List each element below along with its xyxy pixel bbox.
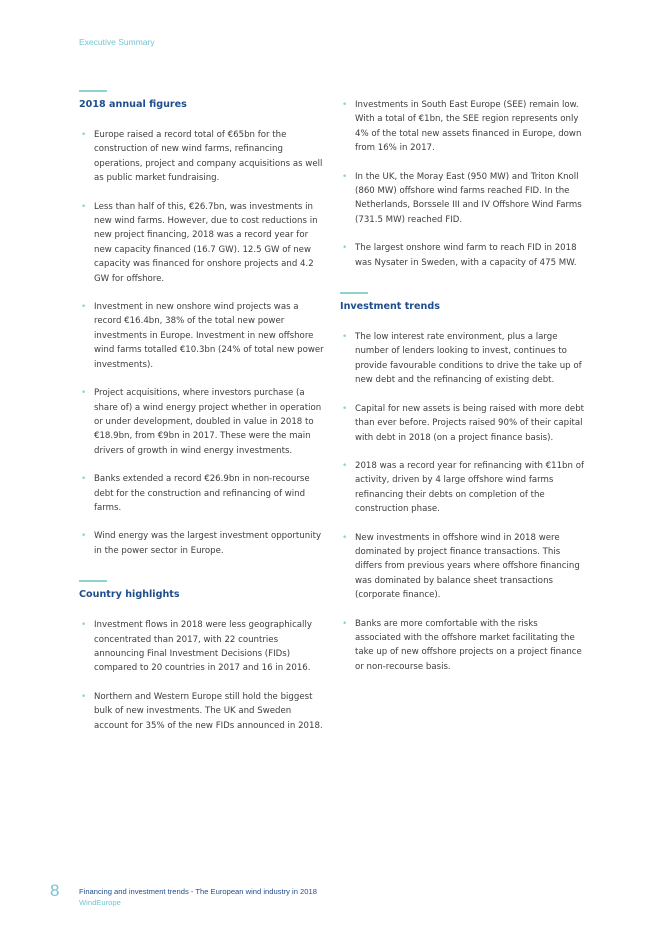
bullet-icon: • bbox=[342, 403, 348, 414]
list-item: • Banks extended a record €26.9bn in non-recourse debt for the construction and refinancing of wind farms. bbox=[81, 474, 310, 513]
running-header: Executive Summary bbox=[79, 37, 155, 47]
list-item: • Northern and Western Europe still hold the biggest bulk of new investments. The UK and Sweden account for 35% of the new FIDs announced in 2018. bbox=[81, 691, 323, 731]
section-investment-trends bbox=[340, 292, 585, 674]
bullet-icon: • bbox=[342, 460, 348, 471]
bullet-icon: • bbox=[81, 388, 87, 399]
country-bullet-list bbox=[79, 618, 324, 733]
bullet-icon: • bbox=[81, 691, 87, 702]
bullet-icon: • bbox=[81, 302, 87, 313]
list-item: • In the UK, the Moray East (950 MW) and Triton Knoll (860 MW) offshore wind farms reached FID. In the Netherlands, Borssele III and IV Offshore Wind Farms (731.5 MW) reached FID. bbox=[342, 171, 582, 225]
left-column bbox=[79, 90, 324, 747]
bullet-icon: • bbox=[342, 618, 348, 629]
list-item: • 2018 was a record year for refinancing with €11bn of activity, driven by 4 large offshore wind farms refinancing their debts on completion of the construction phase. bbox=[342, 460, 584, 515]
section-rule bbox=[340, 292, 368, 294]
section-country-highlights bbox=[79, 580, 324, 733]
section-title-annual: 2018 annual figures bbox=[79, 99, 187, 110]
trends-bullet-list bbox=[340, 330, 585, 674]
bullet-icon: • bbox=[342, 171, 348, 182]
list-item: • Project acquisitions, where investors purchase (a share of) a wind energy project whether in operation or under development, doubled in value in 2018 to €18.9bn, from €9bn in 2017. These were the main drivers of growth in wind energy investments. bbox=[81, 388, 322, 456]
annual-bullet-list bbox=[79, 128, 324, 558]
section-title-country: Country highlights bbox=[79, 589, 180, 601]
list-item: • Wind energy was the largest investment opportunity in the power sector in Europe. bbox=[81, 531, 322, 556]
bullet-icon: • bbox=[342, 243, 348, 254]
list-item: • Banks are more comfortable with the risks associated with the offshore market facilitating the take up of new offshore projects on a project finance or non-recourse basis. bbox=[342, 618, 582, 672]
bullet-icon: • bbox=[342, 332, 348, 343]
right-column bbox=[340, 98, 585, 688]
section-title-trends: Investment trends bbox=[340, 301, 440, 313]
section-annual-figures bbox=[79, 90, 324, 558]
section-rule bbox=[79, 580, 107, 582]
list-item: • Less than half of this, €26.7bn, was investments in new wind farms. However, due to cost reductions in new project financing, 2018 was a record year for new capacity financed (16.7 GW). 12.5 GW of new capacity was financed for onshore projects and 4.2 GW for offshore. bbox=[81, 201, 318, 284]
list-item: • Capital for new assets is being raised with more debt than ever before. Projects raised 90% of their capital with debt in 2018 (on a project finance basis). bbox=[342, 403, 585, 443]
bullet-icon: • bbox=[342, 100, 348, 110]
list-item: • New investments in offshore wind in 2018 were dominated by project finance transactions. This differs from previous years where offshore financing was dominated by balance sheet transactions (corporate finance). bbox=[342, 532, 580, 601]
list-item: • The largest onshore wind farm to reach FID in 2018 was Nysater in Sweden, with a capacity of 475 MW. bbox=[342, 243, 577, 268]
bullet-icon: • bbox=[81, 474, 87, 485]
bullet-icon: • bbox=[81, 130, 87, 140]
section-rule bbox=[79, 90, 107, 92]
list-item: • Investment in new onshore wind projects was a record €16.4bn, 38% of the total new power investments in Europe. Investment in new offshore wind farms totalled €10.3bn (24% of total new power investments). bbox=[81, 302, 324, 370]
list-item: • Investments in South East Europe (SEE) remain low. With a total of €1bn, the SEE region represents only 4% of the total new assets financed in Europe, down from 16% in 2017. bbox=[342, 100, 582, 154]
list-item: • The low interest rate environment, plus a large number of lenders looking to invest, continues to provide favourable conditions to drive the take up of new debt and the refinancing of existing debt. bbox=[342, 332, 582, 386]
footer-organization: WindEurope bbox=[79, 898, 121, 907]
page-number: 8 bbox=[50, 881, 60, 900]
list-item: • Investment flows in 2018 were less geographically concentrated than 2017, with 22 countries announcing Final Investment Decisions (FIDs) compared to 20 countries in 2017 and 16 in 2016. bbox=[81, 620, 312, 674]
country-continued-list bbox=[340, 98, 585, 270]
list-item: • Europe raised a record total of €65bn for the construction of new wind farms, refinancing operations, project and company acquisitions as well as public market fundraising. bbox=[81, 130, 323, 184]
bullet-icon: • bbox=[81, 620, 87, 631]
bullet-icon: • bbox=[81, 201, 87, 212]
footer-publication-title: Financing and investment trends - The European wind industry in 2018 bbox=[79, 887, 317, 896]
bullet-icon: • bbox=[81, 531, 87, 542]
bullet-icon: • bbox=[342, 532, 348, 543]
